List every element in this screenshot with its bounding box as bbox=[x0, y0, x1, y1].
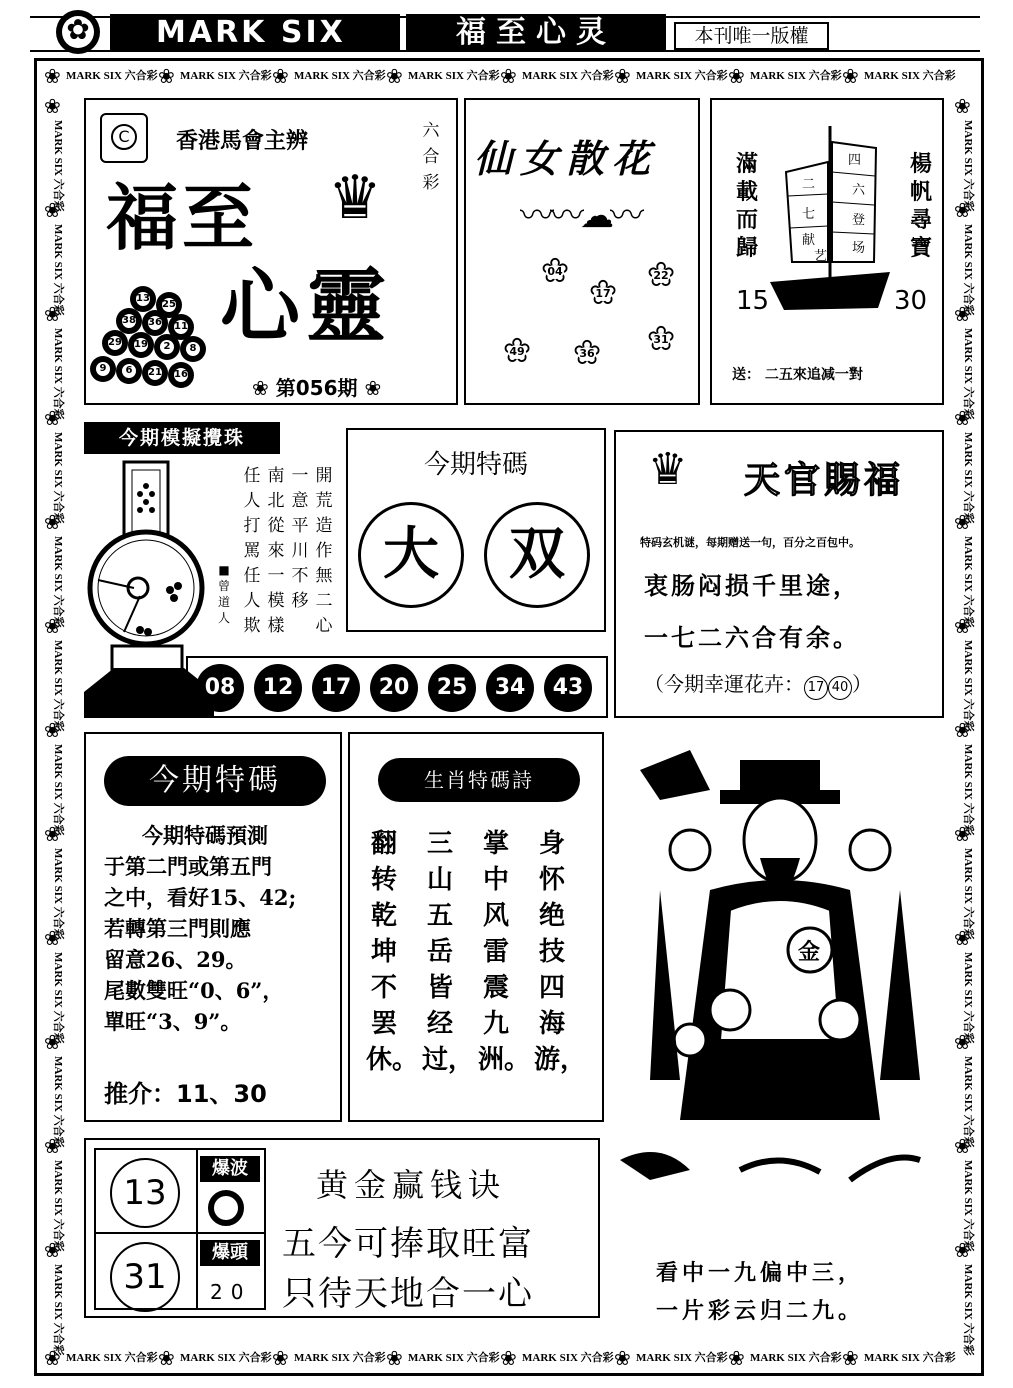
zodiac-title: 生肖特碼詩 bbox=[378, 758, 580, 802]
flower-number-text: 31 bbox=[653, 333, 669, 346]
border-label: MARK SIX 六合彩 bbox=[962, 328, 974, 420]
border-label: MARK SIX 六合彩 bbox=[52, 744, 64, 836]
flower-icon: ❀ bbox=[44, 926, 61, 950]
border-label: MARK SIX 六合彩 bbox=[962, 1160, 974, 1252]
flower-icon: ❀ bbox=[954, 1030, 971, 1054]
border-label: MARK SIX 六合彩 bbox=[52, 120, 64, 212]
grid-number-bottom: 31 bbox=[110, 1242, 180, 1312]
header-title: 福至心灵 bbox=[406, 14, 666, 52]
lottery-ball-number: 13 bbox=[136, 293, 150, 304]
flower-number bbox=[644, 260, 678, 292]
border-label: MARK SIX 六合彩 bbox=[52, 328, 64, 420]
flower-icon: ❀ bbox=[954, 926, 971, 950]
grid-divider bbox=[94, 1232, 266, 1234]
flower-icon: ❀ bbox=[44, 94, 61, 118]
lottery-ball-number: 2 bbox=[160, 340, 174, 354]
organizer-text: 香港馬會主辨 bbox=[176, 128, 309, 154]
grid-divider bbox=[196, 1148, 198, 1310]
flower-icon: ❀ bbox=[44, 822, 61, 846]
number-ball: 17 bbox=[312, 664, 360, 712]
flower-icon: ❀ bbox=[44, 64, 61, 88]
border-label: MARK SIX 六合彩 bbox=[962, 1264, 974, 1356]
flower-icon: ❀ bbox=[158, 64, 175, 88]
lottery-ball-pile bbox=[90, 286, 218, 396]
god-poem bbox=[656, 1254, 864, 1330]
hkjc-flower-logo-icon bbox=[56, 10, 100, 54]
border-label: MARK SIX 六合彩 bbox=[750, 1352, 842, 1364]
ship-number-left: 15 bbox=[736, 286, 770, 316]
prediction-title: 今期特碼 bbox=[104, 756, 326, 806]
poem-column: 任人打罵任人欺 bbox=[243, 466, 261, 636]
border-label: MARK SIX 六合彩 bbox=[52, 536, 64, 628]
grid-label-top: 爆波 bbox=[200, 1156, 260, 1182]
flower-icon: ❀ bbox=[842, 64, 859, 88]
prediction-line: 留意26、29。 bbox=[104, 947, 247, 972]
flower-icon: ❀ bbox=[954, 302, 971, 326]
lucky-prefix: （今期幸運花卉： bbox=[644, 672, 804, 696]
ship-number-right: 30 bbox=[894, 286, 928, 316]
border-label: MARK SIX 六合彩 bbox=[52, 848, 64, 940]
border-label: MARK SIX 六合彩 bbox=[52, 432, 64, 524]
border-label: MARK SIX 六合彩 bbox=[636, 1352, 728, 1364]
tianguan-crown-icon: ♛ bbox=[648, 444, 688, 495]
border-label: MARK SIX 六合彩 bbox=[522, 1352, 614, 1364]
issue-number: ❀ 第056期 ❀ bbox=[252, 376, 382, 400]
flower-icon: ❀ bbox=[954, 94, 971, 118]
god-badge: 金 bbox=[798, 940, 821, 965]
masthead-title-line1: 福至 bbox=[106, 176, 259, 260]
poem-column: 開荒造作無二心 bbox=[315, 466, 333, 636]
border-label: MARK SIX 六合彩 bbox=[864, 70, 956, 82]
flower-number-text: 49 bbox=[509, 345, 525, 358]
sail-char: 艺 bbox=[814, 249, 828, 264]
flower-icon: ❀ bbox=[44, 1030, 61, 1054]
sail-char: 四 bbox=[848, 153, 862, 168]
lottery-ball bbox=[154, 334, 180, 360]
border-label: MARK SIX 六合彩 bbox=[636, 70, 728, 82]
flying-fairy-icon: 〰〰☁︎〰 bbox=[520, 196, 640, 236]
flower-icon: ❀ bbox=[44, 1238, 61, 1262]
prediction-line: 今期特碼預測 bbox=[142, 823, 268, 848]
lottery-ball-number: 36 bbox=[148, 317, 162, 328]
grid-number-top: 13 bbox=[110, 1158, 180, 1228]
special-left-circle: 大 bbox=[358, 502, 464, 608]
number-ball: 34 bbox=[486, 664, 534, 712]
god-poem-line: 看中一九偏中三， bbox=[656, 1260, 865, 1286]
flower-icon: ❀ bbox=[500, 64, 517, 88]
gold-line2: 只待天地合一心 bbox=[282, 1274, 534, 1314]
flower-number bbox=[500, 336, 534, 368]
poem-column: 南北從來一模樣 bbox=[267, 466, 285, 636]
flower-icon: ❀ bbox=[158, 1346, 175, 1370]
number-ball: 43 bbox=[544, 664, 592, 712]
header-brand: MARK SIX bbox=[110, 14, 400, 52]
border-label: MARK SIX 六合彩 bbox=[408, 1352, 500, 1364]
sail-char: 场 bbox=[852, 241, 866, 256]
lottery-ball bbox=[116, 358, 142, 384]
god-poem-line: 一片彩云归二九。 bbox=[656, 1298, 865, 1324]
border-label: MARK SIX 六合彩 bbox=[52, 1056, 64, 1148]
flower-icon: ❀ bbox=[954, 1238, 971, 1262]
flower-number-text: 17 bbox=[595, 287, 611, 300]
lottery-ball bbox=[180, 336, 206, 362]
border-label: MARK SIX 六合彩 bbox=[52, 1264, 64, 1356]
zodiac-column: 身怀绝技四海游， bbox=[534, 829, 587, 1075]
simulation-hint: ■曾道人 bbox=[217, 563, 230, 625]
tianguan-lucky-flower bbox=[644, 668, 872, 700]
flower-number-text: 04 bbox=[547, 265, 563, 278]
ship-left-text: 滿載而歸 bbox=[736, 151, 759, 261]
flower-icon: ❀ bbox=[44, 406, 61, 430]
border-label: MARK SIX 六合彩 bbox=[962, 848, 974, 940]
copyright-notice: 本刊唯一版權 bbox=[674, 22, 829, 50]
ship-right-text: 楊帆尋寶 bbox=[910, 151, 933, 261]
flower-icon: ❀ bbox=[954, 510, 971, 534]
junk-ship-icon bbox=[766, 122, 894, 322]
border-label: MARK SIX 六合彩 bbox=[962, 120, 974, 212]
lucky-suffix: ） bbox=[852, 672, 872, 696]
sail-char: 献 bbox=[802, 233, 816, 248]
flower-icon: ❀ bbox=[272, 64, 289, 88]
border-label: MARK SIX 六合彩 bbox=[962, 432, 974, 524]
simulation-poem bbox=[240, 464, 336, 644]
border-label: MARK SIX 六合彩 bbox=[962, 536, 974, 628]
flower-number bbox=[570, 338, 604, 370]
border-label: MARK SIX 六合彩 bbox=[180, 70, 272, 82]
prediction-recommend: 推介：11、30 bbox=[104, 1080, 267, 1108]
border-label: MARK SIX 六合彩 bbox=[66, 70, 158, 82]
tianguan-note: 特码玄机谜，每期赠送一句，百分之百包中。 bbox=[640, 536, 860, 549]
flower-icon: ❀ bbox=[386, 1346, 403, 1370]
zodiac-column: 翻转乾坤不罢休。 bbox=[366, 829, 419, 1075]
flower-number bbox=[644, 324, 678, 356]
flower-icon: ❀ bbox=[954, 406, 971, 430]
flower-icon: ❀ bbox=[842, 1346, 859, 1370]
flower-icon: ❀ bbox=[386, 64, 403, 88]
lucky-number: 40 bbox=[828, 676, 852, 700]
lucky-number: 17 bbox=[804, 676, 828, 700]
lottery-ball-number: 19 bbox=[134, 339, 148, 350]
flower-number bbox=[538, 256, 572, 288]
flower-icon: ❀ bbox=[44, 614, 61, 638]
grid-label-bottom: 爆頭 bbox=[200, 1240, 260, 1266]
border-label: MARK SIX 六合彩 bbox=[66, 1352, 158, 1364]
border-label: MARK SIX 六合彩 bbox=[864, 1352, 956, 1364]
flower-icon: ❀ bbox=[44, 718, 61, 742]
flower-icon: ❀ bbox=[272, 1346, 289, 1370]
poem-column: 一意平川不移 bbox=[291, 466, 309, 611]
lottery-vertical-label: 六合彩 bbox=[422, 121, 440, 193]
grid-tail-number: 20 bbox=[210, 1280, 252, 1304]
border-label: MARK SIX 六合彩 bbox=[294, 1352, 386, 1364]
border-label: MARK SIX 六合彩 bbox=[962, 640, 974, 732]
number-ball: 12 bbox=[254, 664, 302, 712]
border-label: MARK SIX 六合彩 bbox=[294, 70, 386, 82]
number-ball: 25 bbox=[428, 664, 476, 712]
flower-icon: ❀ bbox=[44, 1134, 61, 1158]
gold-line1: 五今可捧取旺富 bbox=[282, 1224, 534, 1264]
border-label: MARK SIX 六合彩 bbox=[962, 1056, 974, 1148]
prediction-line: 若轉第三門則應 bbox=[104, 916, 251, 941]
flower-icon: ❀ bbox=[954, 718, 971, 742]
flower-icon: ❀ bbox=[954, 1134, 971, 1158]
border-label: MARK SIX 六合彩 bbox=[962, 224, 974, 316]
border-label: MARK SIX 六合彩 bbox=[52, 224, 64, 316]
lotus-crown-icon: ♛ bbox=[328, 163, 382, 233]
lottery-ball-number: 29 bbox=[108, 337, 122, 348]
lottery-ball-number: 21 bbox=[148, 367, 162, 378]
lottery-ball bbox=[168, 362, 194, 388]
sail-char: 登 bbox=[852, 213, 866, 228]
number-ball: 20 bbox=[370, 664, 418, 712]
flower-icon: ❀ bbox=[954, 614, 971, 638]
prediction-line: 于第二門或第五門 bbox=[104, 854, 272, 879]
prediction-line: 尾數雙旺“0、6”， bbox=[104, 978, 284, 1003]
border-label: MARK SIX 六合彩 bbox=[750, 70, 842, 82]
border-label: MARK SIX 六合彩 bbox=[52, 640, 64, 732]
flower-icon: ❀ bbox=[44, 510, 61, 534]
tianguan-title: 天官賜福 bbox=[744, 459, 905, 501]
border-label: MARK SIX 六合彩 bbox=[180, 1352, 272, 1364]
lottery-ball-number: 8 bbox=[186, 342, 200, 356]
flower-icon: ❀ bbox=[44, 1346, 61, 1370]
border-label: MARK SIX 六合彩 bbox=[962, 952, 974, 1044]
flower-number-text: 36 bbox=[579, 347, 595, 360]
lottery-ball-number: 6 bbox=[122, 364, 136, 378]
flower-icon: ❀ bbox=[500, 1346, 517, 1370]
border-label: MARK SIX 六合彩 bbox=[522, 70, 614, 82]
flower-icon: ❀ bbox=[954, 198, 971, 222]
flower-icon: ❀ bbox=[44, 302, 61, 326]
fairy-title: 仙女散花 bbox=[474, 136, 659, 181]
number-ball: 08 bbox=[196, 664, 244, 712]
border-label: MARK SIX 六合彩 bbox=[408, 70, 500, 82]
lottery-ball-number: 38 bbox=[122, 315, 136, 326]
lottery-ball-number: 11 bbox=[174, 321, 188, 332]
prediction-line: 單旺“3、9”。 bbox=[104, 1009, 242, 1034]
sail-char: 七 bbox=[802, 207, 816, 222]
issue-text: 第056期 bbox=[275, 376, 358, 400]
masthead-title-line2: 心靈 bbox=[220, 260, 392, 353]
ship-send-text: 送： 二五來追减一對 bbox=[732, 367, 863, 383]
lottery-ball-number: 25 bbox=[162, 299, 176, 310]
flower-icon: ❀ bbox=[614, 1346, 631, 1370]
sail-char: 六 bbox=[852, 183, 866, 198]
tianguan-line2: 一七二六合有余。 bbox=[644, 623, 860, 652]
prediction-line: 之中，看好15、42; bbox=[104, 885, 297, 910]
tianguan-line1: 衷肠闷损千里途， bbox=[644, 571, 860, 600]
border-label: MARK SIX 六合彩 bbox=[52, 1160, 64, 1252]
ring-icon bbox=[208, 1190, 244, 1226]
flower-icon: ❀ bbox=[44, 198, 61, 222]
flower-number-text: 22 bbox=[653, 269, 669, 282]
prediction-body bbox=[104, 820, 340, 1037]
border-label: MARK SIX 六合彩 bbox=[52, 952, 64, 1044]
zodiac-column: 三山五岳皆经过， bbox=[422, 829, 475, 1075]
lottery-ball bbox=[90, 356, 116, 382]
lottery-ball-number: 16 bbox=[174, 369, 188, 380]
border-label: MARK SIX 六合彩 bbox=[962, 744, 974, 836]
zodiac-poem bbox=[366, 826, 588, 1116]
flower-icon: ❀ bbox=[614, 64, 631, 88]
lottery-ball bbox=[128, 332, 154, 358]
special-right-circle: 双 bbox=[484, 502, 590, 608]
sail-char: 二 bbox=[802, 177, 816, 192]
flower-icon: ❀ bbox=[728, 1346, 745, 1370]
hkjc-logo-icon: C bbox=[100, 113, 148, 163]
lottery-ball bbox=[142, 360, 168, 386]
zodiac-column: 掌中风雷震九洲。 bbox=[478, 829, 531, 1075]
flower-number bbox=[586, 278, 620, 310]
lottery-ball-number: 9 bbox=[96, 362, 110, 376]
special-title: 今期特碼 bbox=[423, 450, 528, 480]
fortune-god-illustration bbox=[620, 740, 940, 1200]
flower-icon: ❀ bbox=[728, 64, 745, 88]
gold-title: 黄金赢钱诀 bbox=[316, 1166, 507, 1204]
simulation-label: 今期模擬攪珠 bbox=[84, 422, 280, 454]
flower-icon: ❀ bbox=[954, 822, 971, 846]
lottery-ball bbox=[102, 330, 128, 356]
